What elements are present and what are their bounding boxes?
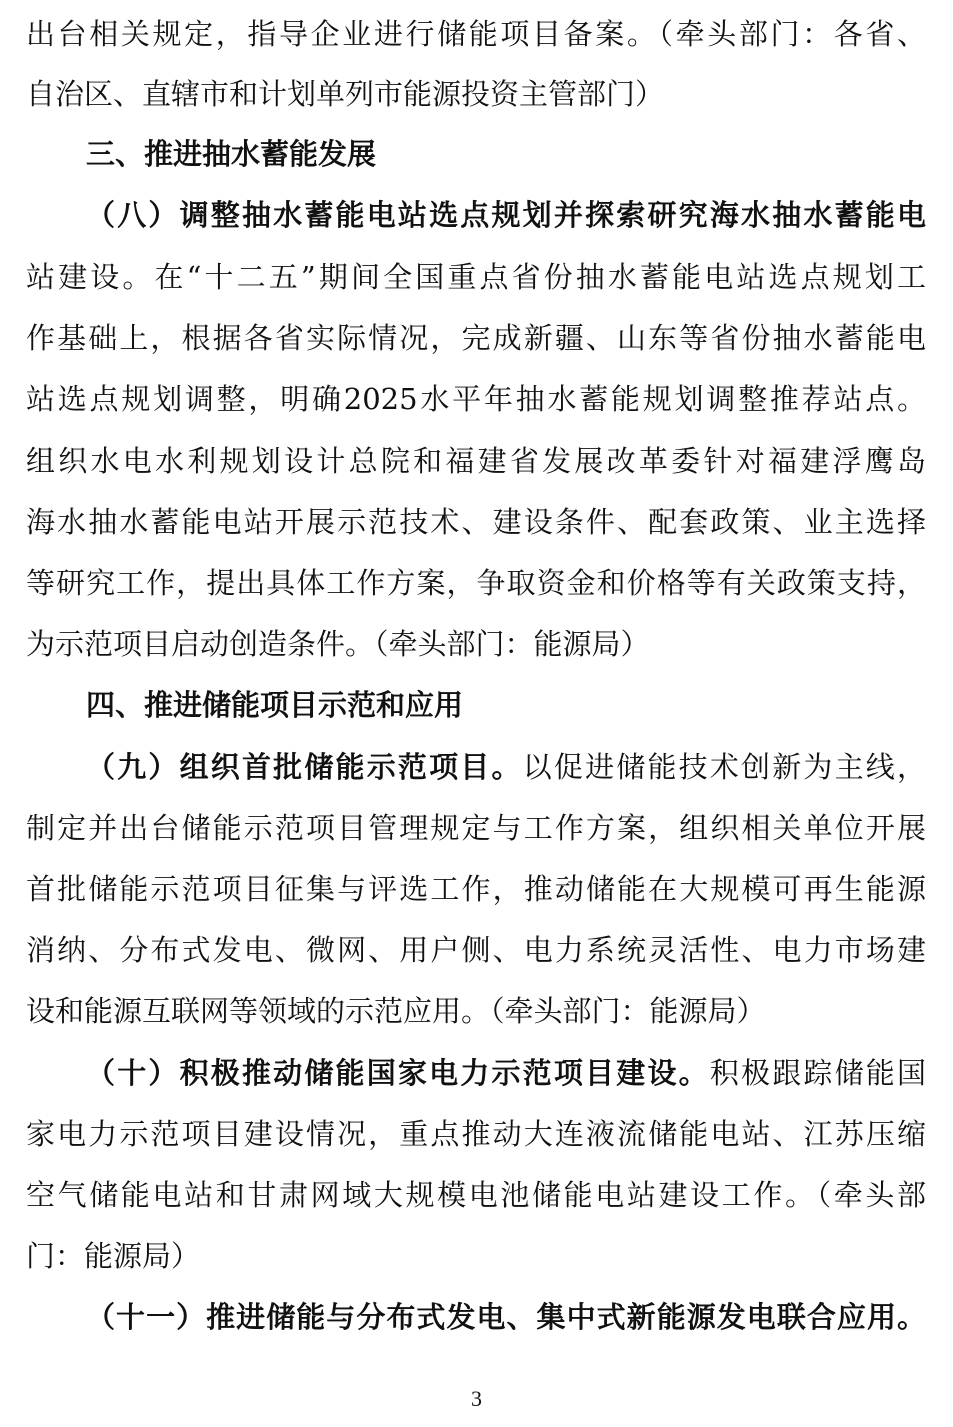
item-10-first-line xyxy=(86,1053,926,1093)
paragraph-line: 等研究工作，提出具体工作方案，争取资金和价格等有关政策支持， xyxy=(26,566,926,600)
section-heading-4: 四、推进储能项目示范和应用 xyxy=(86,688,464,722)
item-10-lead-rest: 积极跟踪储能国 xyxy=(709,1056,926,1090)
paragraph-line: 站建设。在“十二五”期间全国重点省份抽水蓄能电站选点规划工 xyxy=(26,260,926,294)
paragraph-line: 消纳、分布式发电、微网、用户侧、电力系统灵活性、电力市场建 xyxy=(26,933,926,967)
paragraph-line: 制定并出台储能示范项目管理规定与工作方案，组织相关单位开展 xyxy=(26,811,926,845)
paragraph-line: 家电力示范项目建设情况，重点推动大连液流储能电站、江苏压缩 xyxy=(26,1117,926,1151)
paragraph-line: 出台相关规定，指导企业进行储能项目备案。（牵头部门：各省、 xyxy=(26,17,926,51)
item-11-lead: （十一）推进储能与分布式发电、集中式新能源发电联合应用。 xyxy=(86,1300,926,1334)
paragraph-line: 自治区、直辖市和计划单列市能源投资主管部门） xyxy=(26,77,665,111)
item-9-lead: （九）组织首批储能示范项目。 xyxy=(86,750,523,784)
paragraph-line: 站选点规划调整，明确2025水平年抽水蓄能规划调整推荐站点。 xyxy=(26,382,926,416)
item-10-lead: （十）积极推动储能国家电力示范项目建设。 xyxy=(86,1056,710,1090)
paragraph-line: 设和能源互联网等领域的示范应用。（牵头部门：能源局） xyxy=(26,994,766,1028)
item-8-lead: （八）调整抽水蓄能电站选点规划并探索研究海水抽水蓄能电 xyxy=(86,198,926,232)
paragraph-line: 首批储能示范项目征集与评选工作，推动储能在大规模可再生能源 xyxy=(26,872,926,906)
section-heading-3: 三、推进抽水蓄能发展 xyxy=(86,137,377,171)
paragraph-line: 组织水电水利规划设计总院和福建省发展改革委针对福建浮鹰岛 xyxy=(26,444,926,478)
page-number: 3 xyxy=(471,1386,482,1411)
item-9-lead-rest: 以促进储能技术创新为主线， xyxy=(522,750,926,784)
paragraph-line: 海水抽水蓄能电站开展示范技术、建设条件、配套政策、业主选择 xyxy=(26,505,926,539)
item-9-first-line xyxy=(86,747,926,787)
paragraph-line: 为示范项目启动创造条件。（牵头部门：能源局） xyxy=(26,627,650,661)
paragraph-line: 作基础上，根据各省实际情况，完成新疆、山东等省份抽水蓄能电 xyxy=(26,321,926,355)
paragraph-line: 门：能源局） xyxy=(26,1239,201,1273)
paragraph-line: 空气储能电站和甘肃网域大规模电池储能电站建设工作。（牵头部 xyxy=(26,1178,926,1212)
